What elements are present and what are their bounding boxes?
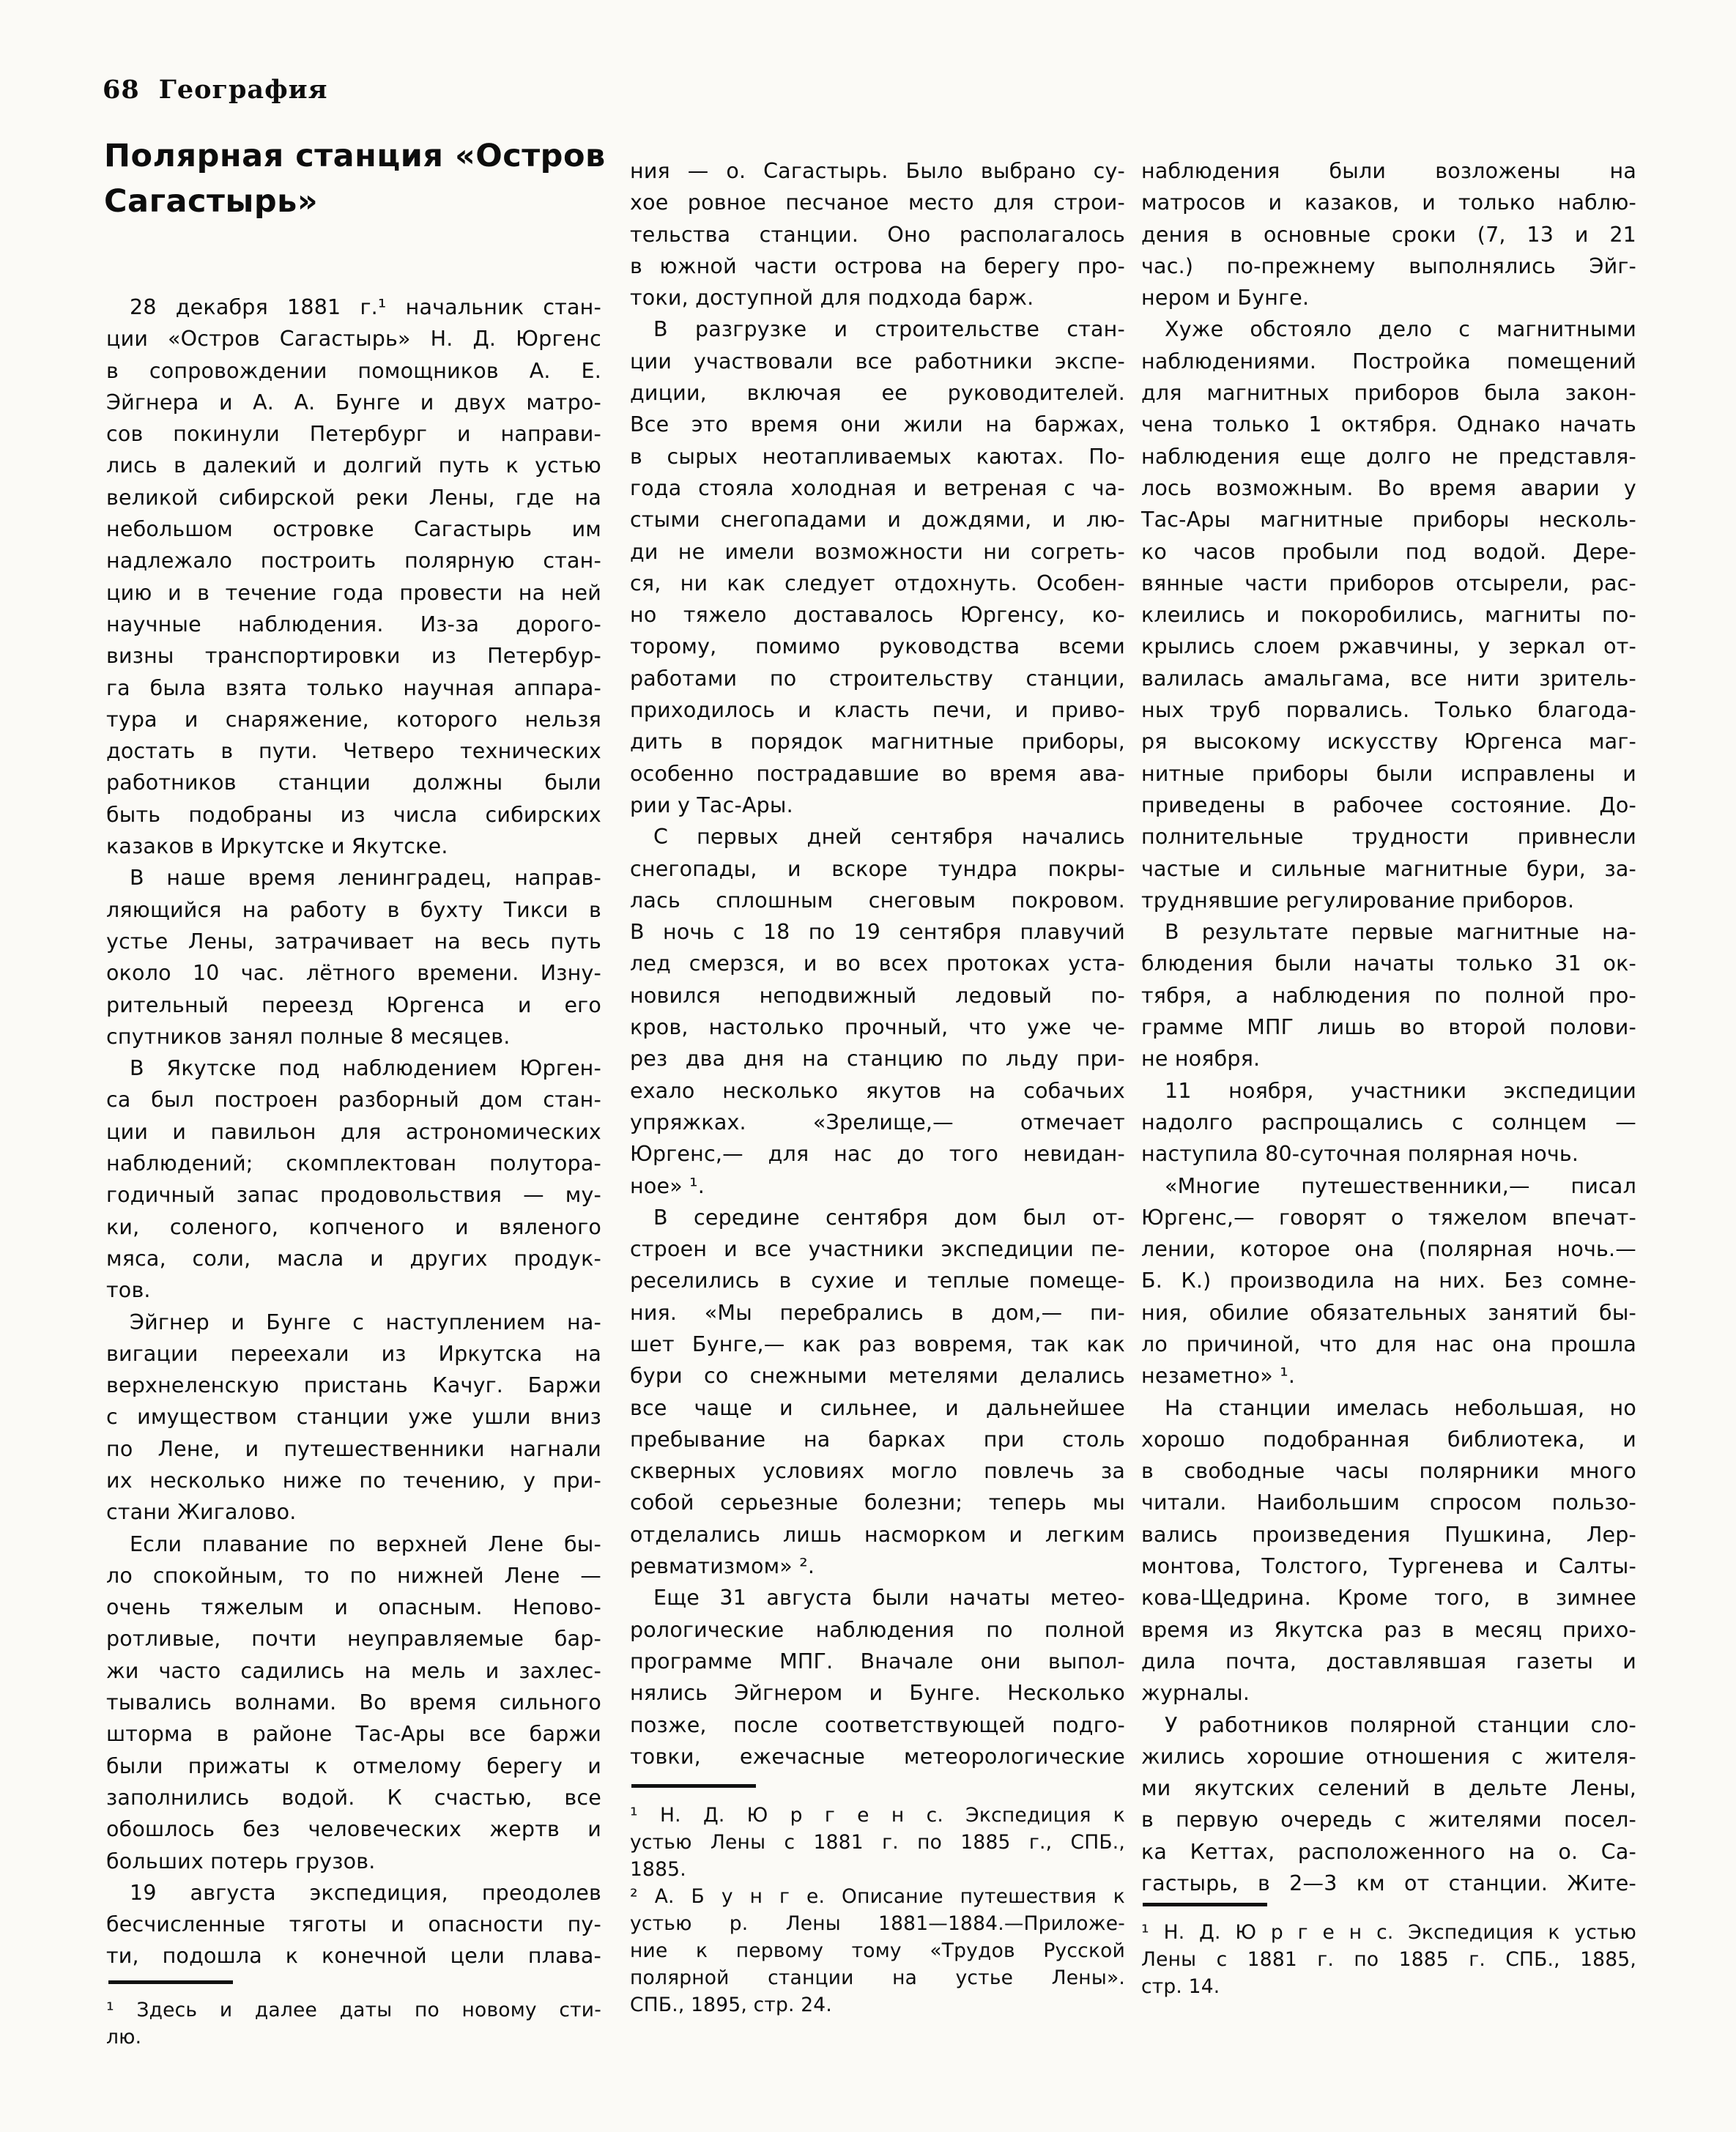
text-line: кова-Щедрина. Кроме того, в зимнее bbox=[1141, 1586, 1636, 1611]
text-line: стыми снегопадами и дождями, и лю- bbox=[630, 508, 1125, 532]
text-line: работами по строительству станции, bbox=[630, 666, 1125, 691]
text-line: в южной части острова на берегу про- bbox=[630, 253, 1125, 278]
text-line: хое ровное песчаное место для строи- bbox=[630, 190, 1125, 215]
footnote-line: устью р. Лены 1881—1884.—Приложе- bbox=[630, 1912, 1125, 1935]
text-line: нитные приборы были исправлены и bbox=[1141, 761, 1636, 786]
text-line: крылись слоем ржавчины, у зеркал от- bbox=[1141, 634, 1636, 659]
section-title: География bbox=[158, 75, 328, 105]
text-line: грамме МПГ лишь во второй полови- bbox=[1141, 1015, 1636, 1040]
text-line: быть подобраны из числа сибирских bbox=[106, 802, 601, 827]
text-line: ми якутских селений в дельте Лены, bbox=[1141, 1776, 1636, 1801]
footnote-line: полярной станции на устье Лены». bbox=[630, 1966, 1125, 1989]
text-line: чена только 1 октября. Однако начать bbox=[1141, 412, 1636, 437]
text-line: но тяжело доставалось Юргенсу, ко- bbox=[630, 603, 1125, 628]
article-title bbox=[104, 133, 617, 224]
text-line: В наше время ленинградец, направ- bbox=[130, 866, 601, 891]
text-line: в свободные часы полярники много bbox=[1141, 1459, 1636, 1484]
text-line: наступила 80-суточная полярная ночь. bbox=[1141, 1142, 1579, 1167]
running-head bbox=[103, 75, 327, 105]
text-line: нером и Бунге. bbox=[1141, 286, 1310, 311]
text-line: надолго распрощались с солнцем — bbox=[1141, 1110, 1636, 1134]
text-line: частые и сильные магнитные бури, за- bbox=[1141, 856, 1636, 881]
text-line: «Многие путешественники,— писал bbox=[1165, 1173, 1636, 1198]
text-line: приведены в рабочее состояние. До- bbox=[1141, 792, 1636, 817]
text-line: Если плавание по верхней Лене бы- bbox=[130, 1531, 601, 1556]
text-line: ти, подошла к конечной цели плава- bbox=[106, 1944, 601, 1969]
text-line: лось возможным. Во время аварии у bbox=[1141, 475, 1636, 500]
text-line: хорошо подобранная библиотека, и bbox=[1141, 1427, 1636, 1452]
text-line: достать в пути. Четверо технических bbox=[106, 739, 601, 764]
text-line: В результате первые магнитные на- bbox=[1165, 920, 1636, 945]
text-line: заполнились водой. К счастью, все bbox=[106, 1785, 601, 1810]
text-line: для магнитных приборов была закон- bbox=[1141, 381, 1636, 406]
text-line: ния. «Мы перебрались в дом,— пи- bbox=[630, 1300, 1125, 1325]
footnote-rule bbox=[1143, 1903, 1267, 1906]
text-line: Юргенс,— для нас до того невидан- bbox=[630, 1142, 1125, 1167]
text-line: ния, обилие обязательных занятий бы- bbox=[1141, 1300, 1636, 1325]
article-title-line: Сагастырь» bbox=[104, 183, 319, 220]
text-line: небольшом островке Сагастырь им bbox=[106, 517, 601, 542]
text-line: рии у Тас-Ары. bbox=[630, 792, 793, 817]
footnote-line: стр. 14. bbox=[1141, 1975, 1220, 1998]
text-line: программе МПГ. Вначале они выпол- bbox=[630, 1649, 1125, 1674]
text-line: пребывание на барках при столь bbox=[630, 1427, 1125, 1452]
text-line: время из Якутска раз в месяц прихо- bbox=[1141, 1617, 1636, 1642]
text-line: наблюдения были возложены на bbox=[1141, 159, 1636, 183]
text-line: года стояла холодная и ветреная с ча- bbox=[630, 475, 1125, 500]
page-number: 68 bbox=[103, 75, 140, 105]
text-line: особенно пострадавшие во время ава- bbox=[630, 761, 1125, 786]
text-line: дения в основные сроки (7, 13 и 21 bbox=[1141, 222, 1636, 247]
text-line: научные наблюдения. Из-за дорого- bbox=[106, 612, 601, 636]
text-line: с имуществом станции уже ушли вниз bbox=[106, 1405, 601, 1430]
footnote-line: ние к первому тому «Трудов Русской bbox=[630, 1939, 1125, 1962]
text-line: лении, которое она (полярная ночь.— bbox=[1141, 1237, 1636, 1262]
text-line: устье Лены, затрачивает на весь путь bbox=[106, 929, 601, 954]
text-line: годичный запас продовольствия — му- bbox=[106, 1183, 601, 1208]
text-line: упряжках. «Зрелище,— отмечает bbox=[630, 1110, 1125, 1134]
text-line: 11 ноября, участники экспедиции bbox=[1165, 1078, 1636, 1103]
footnote-rule bbox=[108, 1980, 233, 1984]
text-line: незаметно» ¹. bbox=[1141, 1364, 1296, 1389]
text-column-3 bbox=[1141, 155, 1636, 1899]
text-line: дила почта, доставлявшая газеты и bbox=[1141, 1649, 1636, 1674]
text-line: ло причиной, что для нас она прошла bbox=[1141, 1331, 1636, 1356]
text-line: обошлось без человеческих жертв и bbox=[106, 1817, 601, 1842]
text-line: В Якутске под наблюдением Юрген- bbox=[130, 1056, 601, 1081]
text-line: рез два дня на станцию по льду при- bbox=[630, 1047, 1125, 1071]
text-column-1 bbox=[106, 291, 601, 1972]
text-line: лись в далекий и долгий путь к устью bbox=[106, 453, 601, 478]
footnote-line: СПБ., 1895, стр. 24. bbox=[630, 1994, 832, 2016]
text-line: ции «Остров Сагастырь» Н. Д. Юргенс bbox=[106, 327, 601, 352]
text-line: рительный переезд Юргенса и его bbox=[106, 992, 601, 1017]
text-line: очень тяжелым и опасным. Непово- bbox=[106, 1595, 601, 1620]
text-line: в сырых неотапливаемых каютах. По- bbox=[630, 444, 1125, 469]
text-line: наблюдений; скомплектован полутора- bbox=[106, 1151, 601, 1176]
text-line: Тас-Ары магнитные приборы несколь- bbox=[1141, 508, 1636, 532]
text-line: Юргенс,— говорят о тяжелом впечат- bbox=[1141, 1205, 1636, 1230]
text-line: гастырь, в 2—3 км от станции. Жите- bbox=[1141, 1871, 1636, 1896]
text-line: великой сибирской реки Лены, где на bbox=[106, 485, 601, 510]
text-line: ревматизмом» ². bbox=[630, 1554, 815, 1579]
text-line: ния — о. Сагастырь. Было выбрано су- bbox=[630, 159, 1125, 183]
text-line: ка Кеттах, расположенного на о. Са- bbox=[1141, 1839, 1636, 1864]
footnote-line: ¹ Н. Д. Ю р г е н с. Экспедиция к устью bbox=[1141, 1921, 1636, 1944]
text-line: кров, настолько прочный, что уже че- bbox=[630, 1015, 1125, 1040]
text-line: тура и снаряжение, которого нельзя bbox=[106, 707, 601, 732]
text-line: шторма в районе Тас-Ары все баржи bbox=[106, 1722, 601, 1747]
text-line: больших потерь грузов. bbox=[106, 1849, 376, 1873]
text-line: отделались лишь насморком и легким bbox=[630, 1522, 1125, 1547]
text-line: торому, помимо руководства всеми bbox=[630, 634, 1125, 659]
text-line: 19 августа экспедиция, преодолев bbox=[130, 1880, 601, 1905]
text-line: На станции имелась небольшая, но bbox=[1165, 1395, 1636, 1420]
text-line: час.) по-прежнему выполнялись Эйг- bbox=[1141, 253, 1636, 278]
text-line: жи часто садились на мель и захлес- bbox=[106, 1658, 601, 1683]
footnote-line: устью Лены с 1881 г. по 1885 г., СПБ., bbox=[630, 1831, 1125, 1854]
text-line: бури со снежными метелями делались bbox=[630, 1364, 1125, 1389]
text-line: в сопровождении помощников А. Е. bbox=[106, 358, 601, 383]
text-line: сов покинули Петербург и направи- bbox=[106, 422, 601, 447]
text-line: ехало несколько якутов на собачьих bbox=[630, 1078, 1125, 1103]
text-line: наблюдениями. Постройка помещений bbox=[1141, 349, 1636, 374]
text-line: Еще 31 августа были начаты метео- bbox=[653, 1586, 1125, 1611]
text-line: Эйгнера и А. А. Бунге и двух матро- bbox=[106, 390, 601, 415]
text-line: тельства станции. Оно располагалось bbox=[630, 222, 1125, 247]
text-line: матросов и казаков, и только наблю- bbox=[1141, 190, 1636, 215]
text-line: ляющийся на работу в бухту Тикси в bbox=[106, 897, 601, 922]
text-line: В середине сентября дом был от- bbox=[653, 1205, 1125, 1230]
text-line: спутников занял полные 8 месяцев. bbox=[106, 1024, 511, 1049]
footnote-line: Лены с 1881 г. по 1885 г. СПБ., 1885, bbox=[1141, 1948, 1636, 1971]
text-line: ки, соленого, копченого и вяленого bbox=[106, 1214, 601, 1239]
text-line: полнительные трудности привнесли bbox=[1141, 825, 1636, 850]
text-line: вянные части приборов отсырели, рас- bbox=[1141, 571, 1636, 595]
text-line: ных труб порвались. Только благода- bbox=[1141, 698, 1636, 723]
text-line: ся, ни как следует отдохнуть. Особен- bbox=[630, 571, 1125, 595]
text-line: дить в порядок магнитные приборы, bbox=[630, 729, 1125, 754]
text-line: 28 декабря 1881 г.¹ начальник стан- bbox=[130, 295, 601, 319]
text-line: тября, а наблюдения по полной про- bbox=[1141, 983, 1636, 1008]
text-line: жились хорошие отношения с жителя- bbox=[1141, 1744, 1636, 1769]
text-line: ко часов пробыли под водой. Дере- bbox=[1141, 539, 1636, 564]
text-line: лед смерзся, и во всех протоках уста- bbox=[630, 951, 1125, 976]
text-line: читали. Наибольшим спросом пользо- bbox=[1141, 1490, 1636, 1515]
article-title-line: Полярная станция «Остров bbox=[104, 138, 606, 174]
footnotes-column-3 bbox=[1141, 1919, 1636, 2000]
text-line: ди не имели возможности ни согреть- bbox=[630, 539, 1125, 564]
text-line: работников станции должны были bbox=[106, 770, 601, 795]
text-line: их несколько ниже по течению, у при- bbox=[106, 1468, 601, 1493]
text-line: Эйгнер и Бунге с наступлением на- bbox=[130, 1310, 601, 1334]
text-line: Б. К.) производила на них. Без сомне- bbox=[1141, 1269, 1636, 1293]
footnote-line: ² А. Б у н г е. Описание путешествия к bbox=[630, 1885, 1125, 1908]
text-line: га была взята только научная аппара- bbox=[106, 675, 601, 700]
text-line: реселились в сухие и теплые помеще- bbox=[630, 1269, 1125, 1293]
text-line: бесчисленные тяготы и опасности пу- bbox=[106, 1912, 601, 1937]
text-line: вались произведения Пушкина, Лер- bbox=[1141, 1522, 1636, 1547]
text-line: валилась амальгама, все нити зритель- bbox=[1141, 666, 1636, 691]
footnotes-column-1 bbox=[106, 1997, 601, 2051]
text-line: все чаще и сильнее, и дальнейшее bbox=[630, 1395, 1125, 1420]
text-line: нялись Эйгнером и Бунге. Несколько bbox=[630, 1681, 1125, 1706]
text-line: надлежало построить полярную стан- bbox=[106, 549, 601, 573]
text-line: диции, включая ее руководителей. bbox=[630, 381, 1125, 406]
text-line: шет Бунге,— как раз вовремя, так как bbox=[630, 1331, 1125, 1356]
text-line: не ноября. bbox=[1141, 1047, 1261, 1071]
text-line: стани Жигалово. bbox=[106, 1500, 297, 1525]
text-line: монтова, Толстого, Тургенева и Салты- bbox=[1141, 1554, 1636, 1579]
text-line: В ночь с 18 по 19 сентября плавучий bbox=[630, 920, 1125, 945]
text-line: тов. bbox=[106, 1278, 151, 1303]
text-line: лась сплошным снеговым покровом. bbox=[630, 888, 1125, 913]
footnote-line: ¹ Здесь и далее даты по новому сти- bbox=[106, 1999, 601, 2021]
text-line: мяса, соли, масла и других продук- bbox=[106, 1246, 601, 1271]
text-line: Хуже обстояло дело с магнитными bbox=[1165, 317, 1636, 342]
text-line: рологические наблюдения по полной bbox=[630, 1617, 1125, 1642]
text-line: У работников полярной станции сло- bbox=[1165, 1712, 1636, 1737]
text-line: снегопады, и вскоре тундра покры- bbox=[630, 856, 1125, 881]
text-line: позже, после соответствующей подго- bbox=[630, 1712, 1125, 1737]
text-line: са был построен разборный дом стан- bbox=[106, 1088, 601, 1113]
text-line: собой серьезные болезни; теперь мы bbox=[630, 1490, 1125, 1515]
text-line: по Лене, и путешественники нагнали bbox=[106, 1436, 601, 1461]
footnotes-column-2 bbox=[630, 1802, 1125, 2018]
text-line: В разгрузке и строительстве стан- bbox=[653, 317, 1125, 342]
text-line: труднявшие регулирование приборов. bbox=[1141, 888, 1575, 913]
footnote-rule bbox=[631, 1784, 756, 1788]
text-line: ции и павильон для астрономических bbox=[106, 1119, 601, 1144]
text-line: товки, ежечасные метеорологические bbox=[630, 1744, 1125, 1769]
text-line: верхнеленскую пристань Качуг. Баржи bbox=[106, 1373, 601, 1398]
text-line: наблюдения еще долго не представля- bbox=[1141, 444, 1636, 469]
footnote-line: 1885. bbox=[630, 1858, 686, 1881]
text-line: ции участвовали все работники экспе- bbox=[630, 349, 1125, 374]
text-line: журналы. bbox=[1141, 1681, 1250, 1706]
text-line: цию и в течение года провести на ней bbox=[106, 580, 601, 605]
text-line: новился неподвижный ледовый по- bbox=[630, 983, 1125, 1008]
text-line: токи, доступной для подхода барж. bbox=[630, 286, 1034, 311]
text-line: казаков в Иркутске и Якутске. bbox=[106, 834, 448, 859]
text-line: в первую очередь с жителями посел- bbox=[1141, 1808, 1636, 1832]
text-line: блюдения были начаты только 31 ок- bbox=[1141, 951, 1636, 976]
text-line: скверных условиях могло повлечь за bbox=[630, 1459, 1125, 1484]
text-line: были прижаты к отмелому берегу и bbox=[106, 1753, 601, 1778]
text-line: ло спокойным, то по нижней Лене — bbox=[106, 1563, 601, 1588]
text-line: визны транспортировки из Петербур- bbox=[106, 644, 601, 669]
text-line: строен и все участники экспедиции пе- bbox=[630, 1237, 1125, 1262]
text-line: вигации переехали из Иркутска на bbox=[106, 1341, 601, 1366]
text-line: приходилось и класть печи, и приво- bbox=[630, 698, 1125, 723]
footnote-line: ¹ Н. Д. Ю р г е н с. Экспедиция к bbox=[630, 1804, 1125, 1827]
text-line: ря высокому искусству Юргенса маг- bbox=[1141, 729, 1636, 754]
footnote-line: лю. bbox=[106, 2026, 142, 2049]
text-column-2 bbox=[630, 155, 1125, 1772]
text-line: ное» ¹. bbox=[630, 1173, 705, 1198]
text-line: Все это время они жили на баржах, bbox=[630, 412, 1125, 437]
text-line: тывались волнами. Во время сильного bbox=[106, 1690, 601, 1715]
text-line: ротливые, почти неуправляемые бар- bbox=[106, 1627, 601, 1652]
text-line: С первых дней сентября начались bbox=[653, 825, 1125, 850]
text-line: около 10 час. лётного времени. Изну- bbox=[106, 961, 601, 986]
text-line: клеились и покоробились, магниты по- bbox=[1141, 603, 1636, 628]
